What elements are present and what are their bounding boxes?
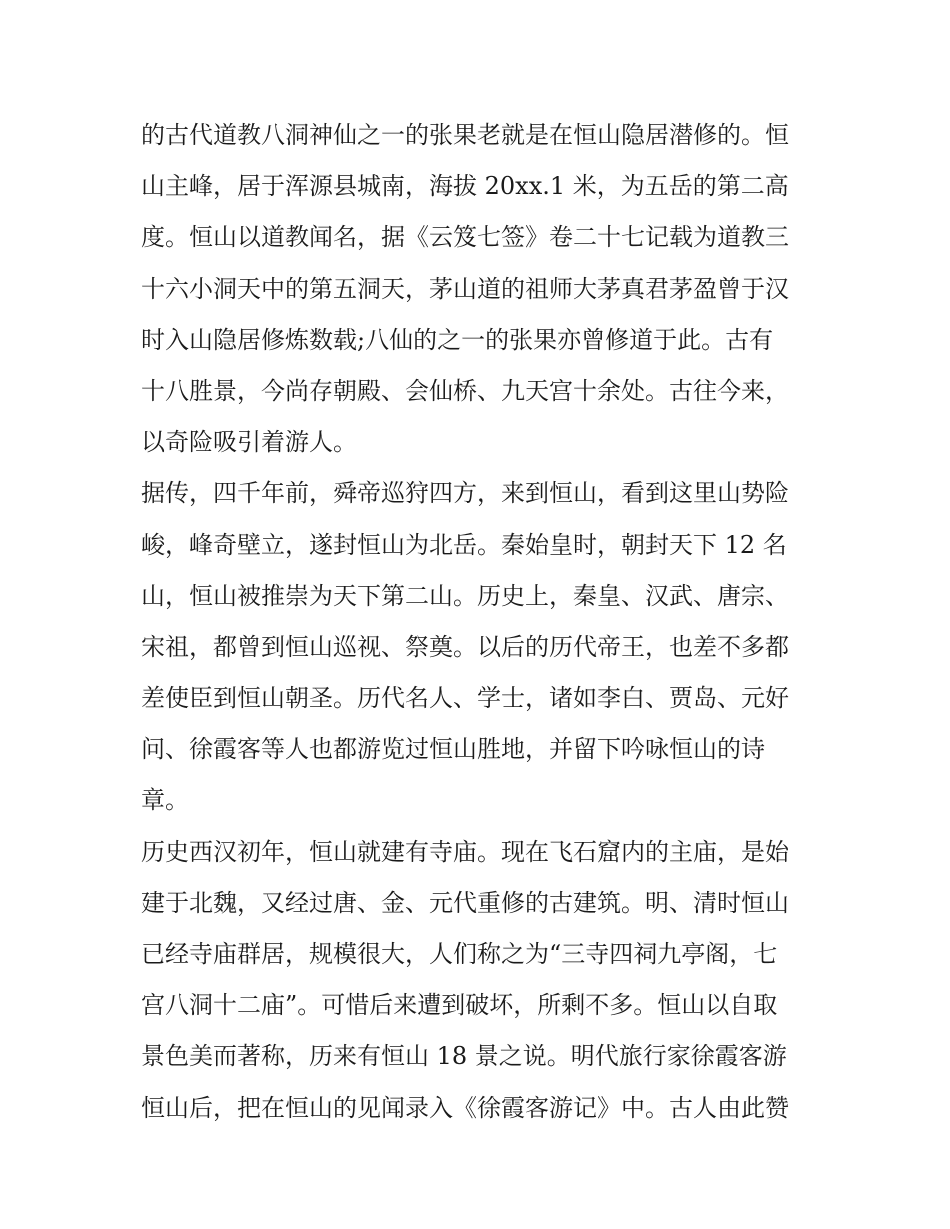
text-line: 恒山后，把在恒山的见闻录入《徐霞客游记》中。古人由此赞 [141, 1093, 789, 1122]
text-line: 历史西汉初年，恒山就建有寺庙。现在飞石窟内的主庙，是始 [141, 837, 789, 866]
text-line: 度。恒山以道教闻名，据《云笈七签》卷二十七记载为道教三 [141, 223, 789, 252]
text-line: 山，恒山被推崇为天下第二山。历史上，秦皇、汉武、唐宗、 [141, 581, 789, 610]
text-line: 峻，峰奇壁立，遂封恒山为北岳。秦始皇时，朝封天下 12 名 [141, 530, 787, 559]
document-body [141, 110, 821, 1134]
text-line: 时入山隐居修炼数载;八仙的之一的张果亦曾修道于此。古有 [141, 325, 774, 354]
text-line: 宋祖，都曾到恒山巡视、祭奠。以后的历代帝王，也差不多都 [141, 632, 789, 661]
text-line: 山主峰，居于浑源县城南，海拔 20xx.1 米，为五岳的第二高 [141, 172, 789, 201]
text-line: 章。 [141, 786, 189, 815]
text-line: 据传，四千年前，舜帝巡狩四方，来到恒山，看到这里山势险 [141, 479, 789, 508]
paragraph-3 [141, 827, 821, 1134]
text-line: 问、徐霞客等人也都游览过恒山胜地，并留下吟咏恒山的诗 [141, 735, 765, 764]
paragraph-2 [141, 468, 821, 826]
text-line: 以奇险吸引着游人。 [141, 428, 357, 457]
text-line: 差使臣到恒山朝圣。历代名人、学士，诸如李白、贾岛、元好 [141, 684, 789, 713]
text-line: 景色美而著称，历来有恒山 18 景之说。明代旅行家徐霞客游 [141, 1042, 787, 1071]
text-line: 的古代道教八洞神仙之一的张果老就是在恒山隐居潜修的。恒 [141, 121, 789, 149]
text-line: 已经寺庙群居，规模很大，人们称之为“三寺四祠九亭阁，七 [141, 940, 778, 968]
text-line: 建于北魏，又经过唐、金、元代重修的古建筑。明、清时恒山 [141, 888, 789, 917]
text-line: 十八胜景，今尚存朝殿、会仙桥、九天宫十余处。古往今来， [141, 376, 789, 405]
paragraph-1 [141, 110, 821, 468]
text-line: 宫八洞十二庙”。可惜后来遭到破坏，所剩不多。恒山以自取 [141, 991, 778, 1020]
text-line: 十六小洞天中的第五洞天，茅山道的祖师大茅真君茅盈曾于汉 [141, 274, 789, 303]
